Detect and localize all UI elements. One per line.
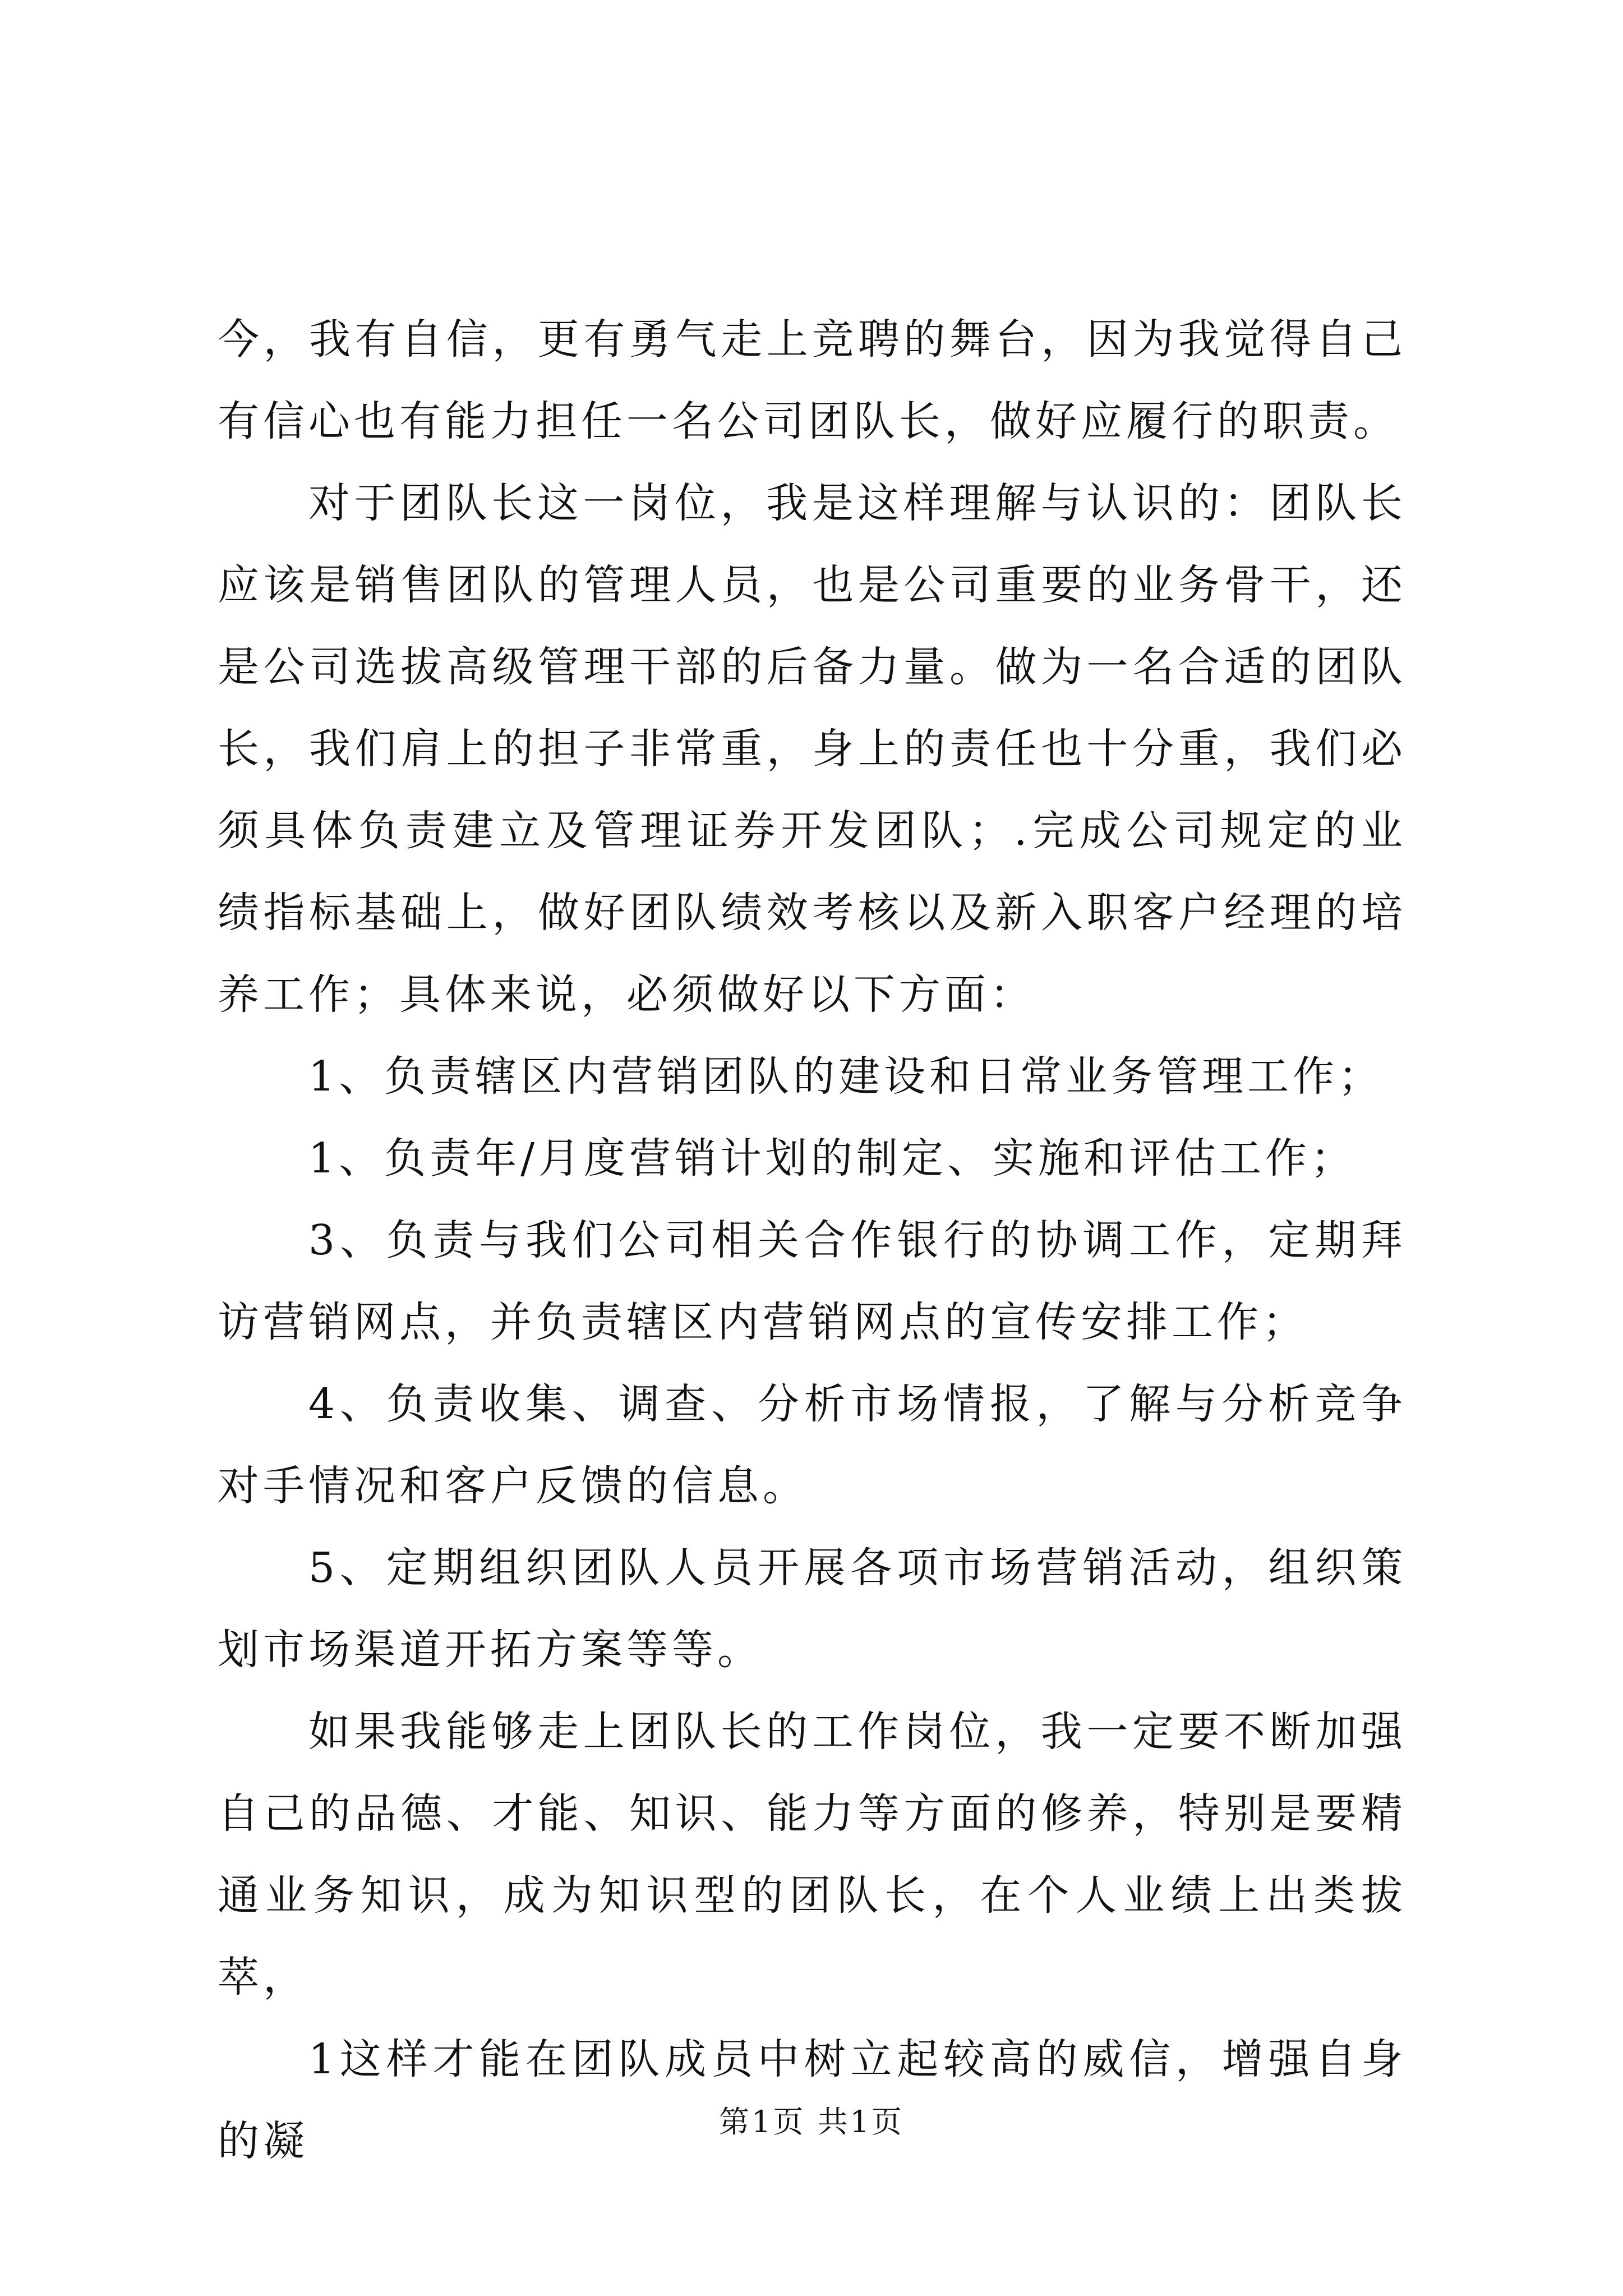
paragraph: 今，我有自信，更有勇气走上竞聘的舞台，因为我觉得自己有信心也有能力担任一名公司团队长，做好应履行的职责。 — [218, 315, 1407, 445]
paragraph: 1这样才能在团队成员中树立起较高的威信，增强自身的凝 — [218, 2035, 1407, 2165]
list-item: 1、负责年/月度营销计划的制定、实施和评估工作； — [308, 1134, 1357, 1182]
page-footer: 第1页 共1页 — [719, 2104, 904, 2139]
paragraph: 如果我能够走上团队长的工作岗位，我一定要不断加强自己的品德、才能、知识、能力等方面的修养，特别是要精通业务知识，成为知识型的团队长，在个人业绩上出类拔萃， — [218, 1708, 1407, 2001]
list-item: 3、负责与我们公司相关合作银行的协调工作，定期拜访营销网点，并负责辖区内营销网点的宣传安排工作； — [218, 1216, 1407, 1346]
list-item: 1、负责辖区内营销团队的建设和日常业务管理工作； — [308, 1052, 1384, 1101]
list-item: 4、负责收集、调查、分析市场情报，了解与分析竞争对手情况和客户反馈的信息。 — [218, 1380, 1407, 1510]
document-body — [218, 298, 1407, 2182]
paragraph: 对于团队长这一岗位，我是这样理解与认识的：团队长应该是销售团队的管理人员，也是公司重要的业务骨干，还是公司选拔高级管理干部的后备力量。做为一名合适的团队长，我们肩上的担子非常重，身上的责任也十分重，我们必须具体负责建立及管理证券开发团队；.完成公司规定的业绩指标基础上，做好团队绩效考核以及新入职客户经理的培养工作；具体来说，必须做好以下方面： — [218, 479, 1407, 1019]
list-item: 5、定期组织团队人员开展各项市场营销活动，组织策划市场渠道开拓方案等等。 — [218, 1544, 1407, 1674]
